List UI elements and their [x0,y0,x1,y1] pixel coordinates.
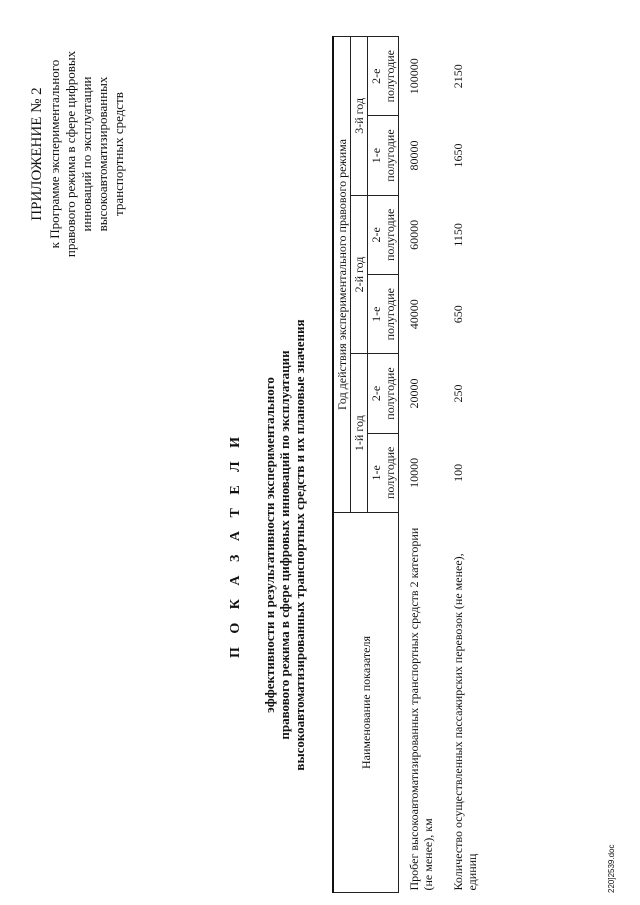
document-heading [228,275,307,815]
half-year-header [368,354,399,433]
appendix-line: к Программе экспериментального [47,59,62,249]
heading-subtitle-line: правового режима в сфере цифровых инноваций по эксплуатации [277,350,292,740]
half-word: полугодие [383,129,397,182]
indicator-value: 80000 [407,140,421,171]
indicator-value: 650 [451,305,465,324]
half-year-header [368,37,399,116]
half-word: полугодие [383,49,397,103]
indicator-value: 20000 [407,378,421,409]
half-word: полугодие [383,367,397,420]
appendix-line: правового режима в сфере цифровых [63,50,78,258]
indicator-value: 250 [451,384,465,403]
indicators-table [332,36,487,893]
appendix-line: высокоавтоматизированных [95,76,110,232]
half-year-header [368,195,399,274]
indicator-name: Количество осуществленных пассажирских перевозок (не менее), единиц [451,553,479,891]
period-header: Год действия экспериментального правового режима [333,37,351,513]
indicator-name: Пробег высокоавтоматизированных транспортных средств 2 категории (не менее), км [407,527,435,891]
half-word: полугодие [383,208,397,262]
half-year-header [368,433,399,512]
half-number: 2-е [369,385,383,402]
indicator-value: 10000 [407,457,421,488]
document-filename: 220]2539.doc [607,844,616,893]
indicator-value: 1650 [451,143,465,168]
name-column-header: Наименование показателя [333,513,399,893]
heading-title: П О К А З А Т Е Л И [228,431,243,659]
half-word: полугодие [383,287,397,341]
indicator-value: 40000 [407,299,421,330]
indicator-value: 100000 [407,58,421,95]
indicator-value: 2150 [451,64,465,89]
half-number: 2-е [369,68,383,84]
half-number: 2-е [369,227,383,243]
indicator-value: 100 [451,463,465,482]
half-word: полугодие [383,446,397,500]
half-year-header [368,116,399,195]
table-row [443,37,487,893]
appendix-line: инноваций по эксплуатации [79,76,94,232]
heading-subtitle-line: высокоавтоматизированных транспортных средств и их плановые значения [292,319,307,771]
heading-subtitle-line: эффективности и результативности экспериментального [262,377,277,713]
indicator-value: 60000 [407,219,421,250]
half-number: 1-е [369,306,383,322]
half-year-header [368,275,399,354]
year-1-header: 1-й год [351,354,368,513]
year-3-header: 3-й год [351,37,368,196]
indicator-value: 1150 [451,223,465,247]
header-row-period [333,37,351,893]
appendix-line: транспортных средств [111,92,126,216]
half-number: 1-е [369,147,383,164]
half-number: 1-е [369,465,383,481]
appendix-block [28,19,127,289]
appendix-title: ПРИЛОЖЕНИЕ № 2 [29,87,45,221]
table-row [399,37,444,893]
year-2-header: 2-й год [351,195,368,354]
